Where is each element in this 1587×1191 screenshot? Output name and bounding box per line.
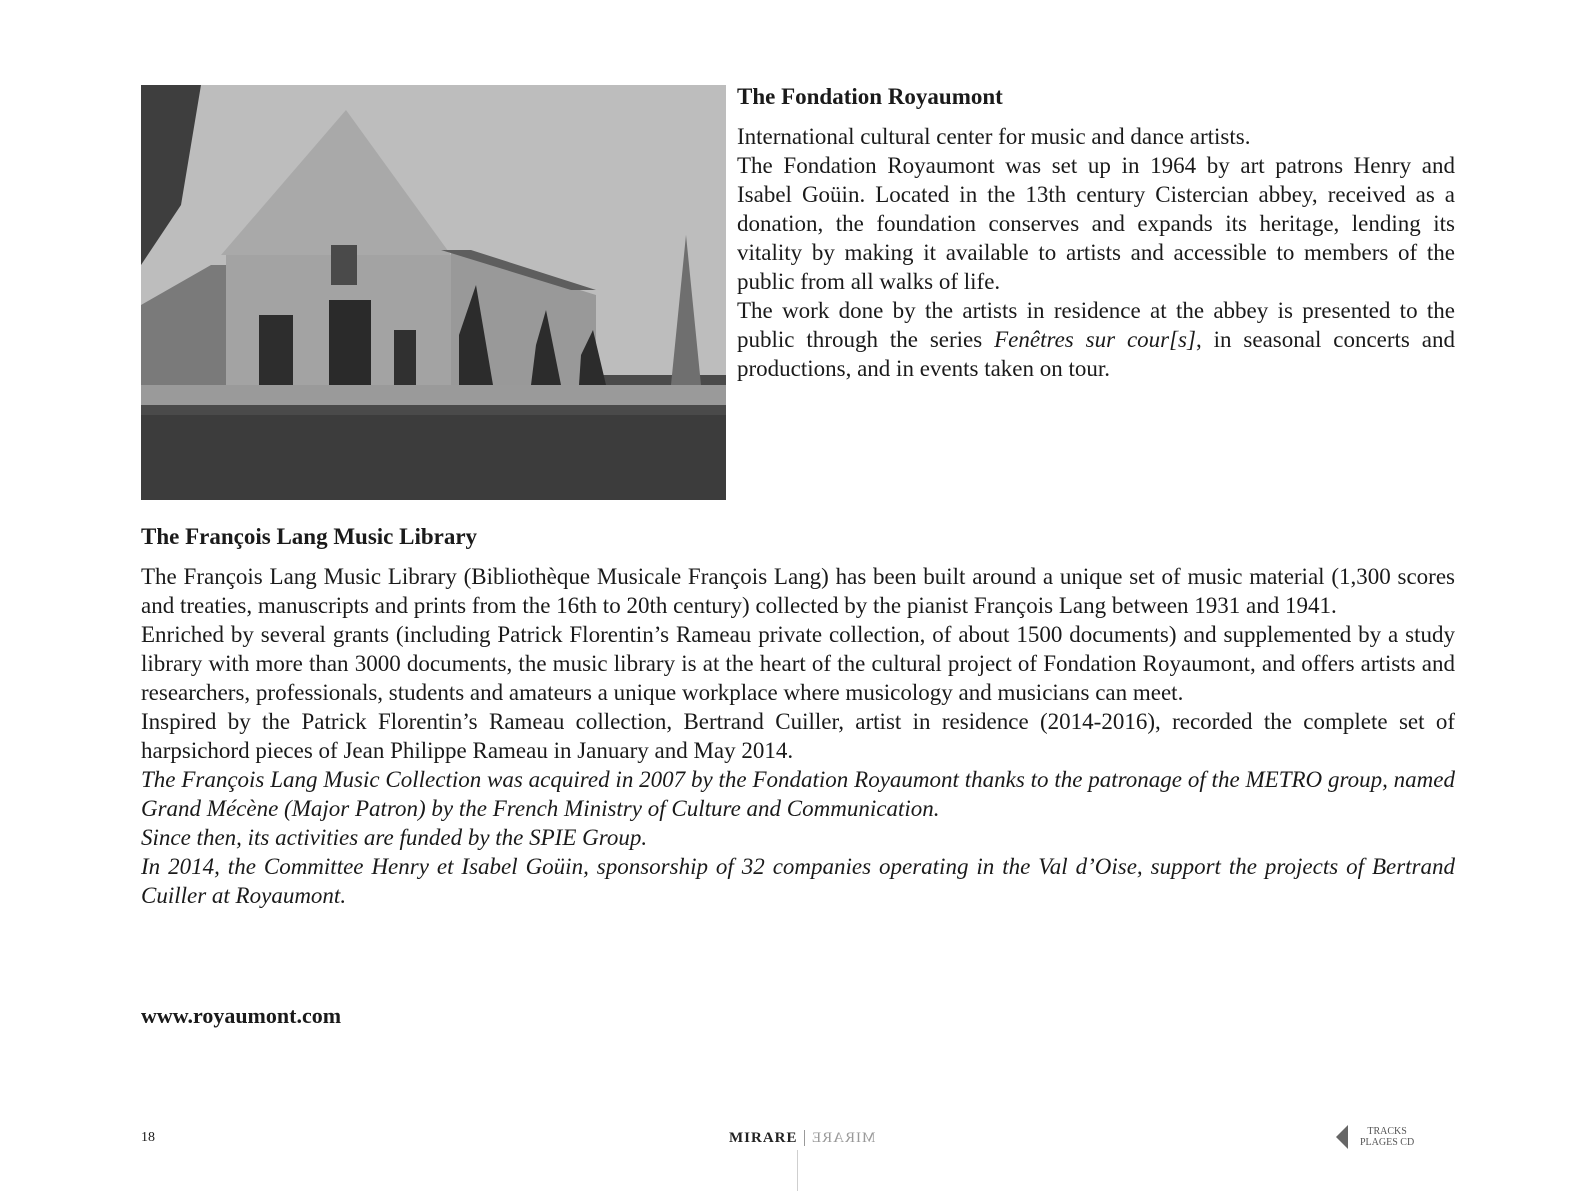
- music-library-section: [141, 522, 1455, 910]
- footer-divider: [797, 1150, 798, 1191]
- paragraph-text: , in seasonal concerts and productions, and in events taken on tour.: [737, 327, 1455, 381]
- paragraph: Enriched by several grants (including Patrick Florentin’s Rameau private collection, of about 1500 documents) and supplemented by a study library with more than 3000 documents, the music library is at the heart of the cultural project of Fondation Royaumont, and offers artists and researchers, professionals, students and amateurs a unique workplace where musicology and musicians can meet.: [141, 622, 1455, 705]
- section-heading-library: The François Lang Music Library: [141, 524, 478, 549]
- website-link[interactable]: www.royaumont.com: [141, 1003, 342, 1028]
- logo-mirror-text: MIRARE: [810, 1129, 875, 1146]
- italic-paragraph: Since then, its activities are funded by the SPIE Group.: [141, 825, 648, 850]
- italic-paragraph: In 2014, the Committee Henry et Isabel Goüin, sponsorship of 32 companies operating in the Val d’Oise, support the projects of Bertrand Cuiller at Royaumont.: [141, 854, 1455, 908]
- paragraph-text: The work done by the artists in residence at the abbey is presented to the public through the series: [737, 298, 1455, 352]
- page-number: 18: [141, 1130, 155, 1145]
- paragraph: Inspired by the Patrick Florentin’s Rameau collection, Bertrand Cuiller, artist in residence (2014-2016), recorded the complete set of harpsichord pieces of Jean Philippe Rameau in January and May 2014.: [141, 709, 1455, 763]
- fondation-royaumont-section: [737, 82, 1455, 383]
- tracks-line2: PLAGES CD: [1360, 1137, 1415, 1148]
- paragraph: The Fondation Royaumont was set up in 1964 by art patrons Henry and Isabel Goüin. Located in the 13th century Cistercian abbey, received as a donation, the foundation conserves and expands its heritage, lending its vitality by making it available to artists and accessible to members of the public from all walks of life.: [737, 153, 1455, 294]
- paragraph: International cultural center for music and dance artists.: [737, 124, 1251, 149]
- section-heading-royaumont: The Fondation Royaumont: [737, 84, 1003, 109]
- italic-paragraph: The François Lang Music Collection was acquired in 2007 by the Fondation Royaumont thanks to the patronage of the METRO group, named Grand Mécène (Major Patron) by the French Ministry of Culture and Communication.: [141, 767, 1455, 821]
- arrow-left-icon: [1336, 1125, 1348, 1149]
- paragraph: [737, 296, 1455, 383]
- mirare-logo: [729, 1128, 875, 1148]
- tracks-label: [1360, 1126, 1414, 1148]
- series-title: Fenêtres sur cour[s]: [994, 327, 1196, 352]
- tracks-nav-button[interactable]: [1336, 1125, 1414, 1149]
- logo-divider: [804, 1130, 805, 1146]
- logo-text: MIRARE: [729, 1129, 798, 1146]
- tracks-line1: TRACKS: [1367, 1126, 1407, 1137]
- abbey-photo: [141, 85, 726, 500]
- paragraph: The François Lang Music Library (Bibliothèque Musicale François Lang) has been built around a unique set of music material (1,300 scores and treaties, manuscripts and prints from the 16th to 20th century) collected by the pianist François Lang between 1931 and 1941.: [141, 564, 1455, 618]
